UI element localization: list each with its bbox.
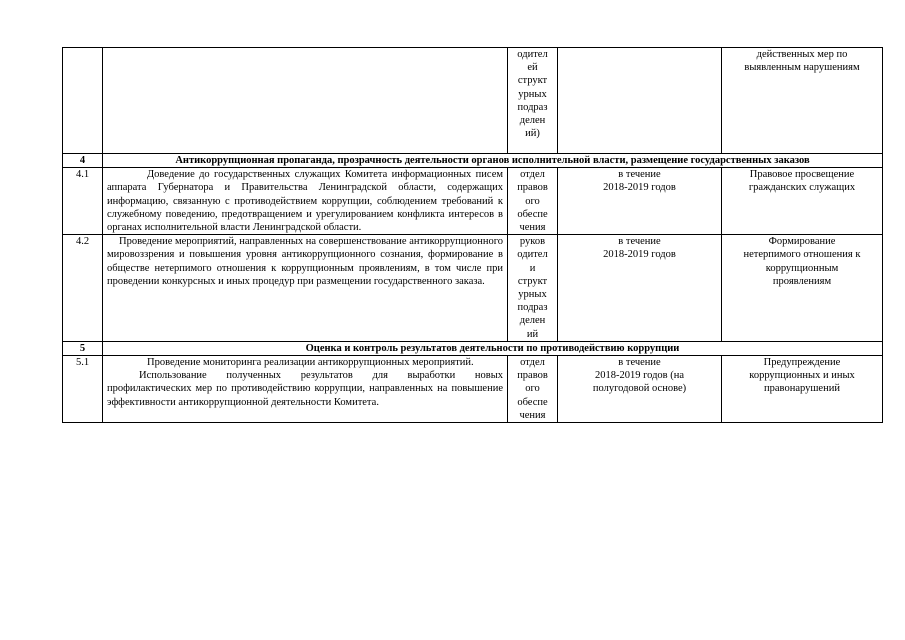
responsible-cell (508, 235, 558, 342)
result-line: правонарушений (764, 383, 840, 395)
result-line: Правовое просвещение (749, 169, 855, 181)
result-cell (722, 168, 883, 235)
term-cell (558, 168, 722, 235)
section-number: 5 (63, 341, 103, 355)
result-line: коррупционных и иных (749, 370, 855, 382)
term-line: 2018-2019 годов (603, 249, 676, 261)
responsible-line: чения (519, 222, 546, 234)
term-line: в течение (618, 169, 661, 181)
activity-cell (103, 168, 508, 235)
table-row (63, 48, 883, 154)
responsible-line: подраз (517, 302, 548, 314)
responsible-line: делен (519, 315, 546, 327)
section-title: Антикоррупционная пропаганда, прозрачность деятельности органов исполнительной власти, размещение государственных заказов (103, 154, 883, 168)
responsible-line: урных (518, 289, 547, 301)
result-cell (722, 235, 883, 342)
result-cell (722, 48, 883, 154)
activity-cell (103, 235, 508, 342)
section-title: Оценка и контроль результатов деятельности по противодействию коррупции (103, 341, 883, 355)
responsible-line: обеспе (517, 396, 548, 408)
responsible-line: отдел (520, 357, 545, 369)
responsible-line: делен (519, 115, 546, 127)
responsible-line: ий (526, 328, 539, 340)
row-number: 4.2 (63, 235, 103, 342)
responsible-cell (508, 168, 558, 235)
result-line: Формирование (768, 236, 836, 248)
term-line: полугодовой основе) (592, 383, 687, 395)
activity-text: Использование полученных результатов для выработки новых профилактических мер по противодействию коррупции, направленных на повышение эффективности антикоррупционной деятельности Комитета. (107, 370, 503, 408)
responsible-line: ого (525, 195, 540, 207)
responsible-cell (508, 356, 558, 423)
measures-table (62, 47, 883, 423)
responsible-line: одител (517, 249, 548, 261)
result-line: Предупреждение (763, 357, 841, 369)
result-cell (722, 356, 883, 423)
section-number: 4 (63, 154, 103, 168)
responsible-line: ий) (525, 128, 540, 140)
result-line: проявлениям (772, 275, 832, 287)
table-row (63, 235, 883, 342)
term-line: 2018-2019 годов (603, 182, 676, 194)
row-number: 4.1 (63, 168, 103, 235)
responsible-line: и (529, 262, 536, 274)
term-line: 2018-2019 годов (на (594, 370, 685, 382)
responsible-line: чения (519, 409, 546, 421)
section-row (63, 341, 883, 355)
responsible-cell (508, 48, 558, 154)
responsible-line: ей (527, 62, 538, 74)
activity-text: Проведение мониторинга реализации антикоррупционных мероприятий. (147, 357, 474, 369)
responsible-line: структ (517, 75, 548, 87)
table-row (63, 356, 883, 423)
row-number (63, 48, 103, 154)
activity-cell (103, 48, 508, 154)
term-line: в течение (618, 357, 661, 369)
activity-text: Проведение мероприятий, направленных на совершенствование антикоррупционного мировоззрения и повышения уровня антикоррупционного сознания, формирование в обществе нетерпимого отношения к коррупционным проявлениям, в том числе при проведении конкурсных и иных процедур при размещении государственного заказа. (107, 236, 503, 287)
term-cell (558, 48, 722, 154)
responsible-line: правов (517, 370, 548, 382)
section-row (63, 154, 883, 168)
term-cell (558, 235, 722, 342)
row-number: 5.1 (63, 356, 103, 423)
result-line: нетерпимого отношения к (743, 249, 861, 261)
activity-text: Доведение до государственных служащих Комитета информационных писем аппарата Губернатора и Правительства Ленинградской области, содержащих информацию, связанную с противодействием коррупции, соблюдением требований к служебному поведению, предотвращением и урегулированием конфликта интересов в органах исполнительной власти Ленинградской области. (107, 169, 503, 234)
responsible-line: урных (518, 88, 547, 100)
result-line: выявленным нарушениям (744, 62, 860, 74)
responsible-line: структ (517, 275, 548, 287)
responsible-line: отдел (520, 169, 545, 181)
term-cell (558, 356, 722, 423)
responsible-line: одител (517, 49, 548, 60)
responsible-line: ого (525, 383, 540, 395)
result-line: гражданских служащих (748, 182, 856, 194)
activity-cell (103, 356, 508, 423)
responsible-line: правов (517, 182, 548, 194)
responsible-line: подраз (517, 101, 548, 113)
responsible-line: руков (519, 236, 546, 248)
term-line: в течение (618, 236, 661, 248)
result-line: коррупционным (765, 262, 839, 274)
result-line: действенных мер по (756, 49, 848, 60)
responsible-line: обеспе (517, 208, 548, 220)
table-row (63, 168, 883, 235)
